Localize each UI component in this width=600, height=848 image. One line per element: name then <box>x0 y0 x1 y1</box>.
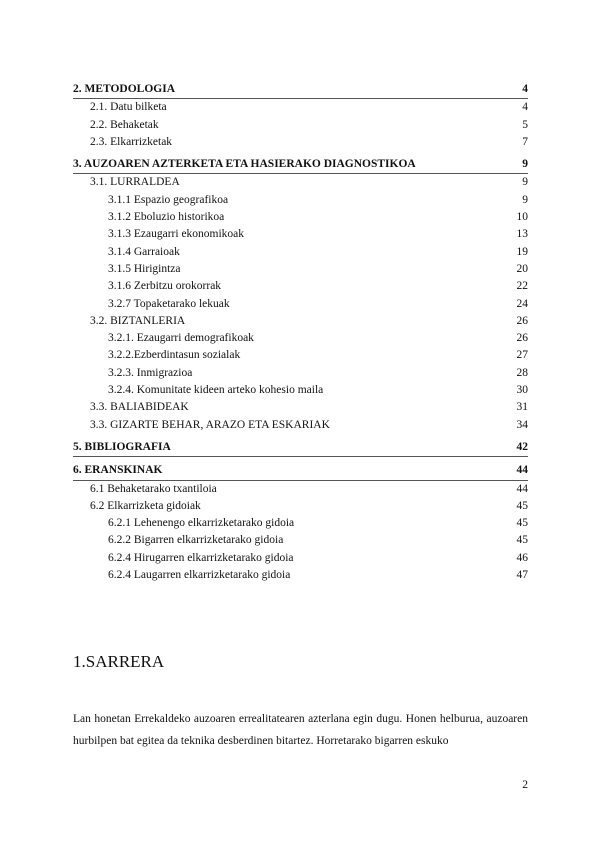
toc-entry-page: 19 <box>516 245 528 258</box>
toc-entry-label: 3.1. LURRALDEA <box>90 176 180 189</box>
toc-entry-label: 2.1. Datu bilketa <box>90 101 167 114</box>
toc-entry[interactable] <box>73 261 528 278</box>
toc-entry[interactable] <box>73 244 528 261</box>
toc-entry-label: 3.2.3. Inmigrazioa <box>108 366 193 379</box>
toc-entry[interactable] <box>73 296 528 313</box>
toc-entry[interactable] <box>73 498 528 515</box>
toc-entry[interactable] <box>73 567 528 584</box>
toc-entry[interactable] <box>73 209 528 226</box>
page-number: 2 <box>522 779 528 791</box>
toc-entry-label: 3.1.3 Ezaugarri ekonomikoak <box>108 228 245 241</box>
toc-entry[interactable] <box>73 81 528 98</box>
toc-entry-label: 2.3. Elkarrizketak <box>90 135 173 148</box>
toc-entry-label: 3.1.4 Garraioak <box>108 245 180 258</box>
toc-entry[interactable] <box>73 278 528 295</box>
toc-entry-label: 3.1.2 Eboluzio historikoa <box>108 211 225 224</box>
toc-entry-page: 22 <box>516 280 528 293</box>
toc-entry[interactable] <box>73 365 528 382</box>
toc-entry-label: 3.1.6 Zerbitzu orokorrak <box>108 280 222 293</box>
toc-entry[interactable] <box>73 330 528 347</box>
toc-entry[interactable] <box>73 550 528 567</box>
toc-entry-page: 44 <box>516 464 528 477</box>
toc-entry-label: 6.2.4 Laugarren elkarrizketarako gidoia <box>108 569 291 582</box>
toc-entry-label: 3.1.1 Espazio geografikoa <box>108 193 229 206</box>
toc-entry-page: 44 <box>516 482 528 495</box>
toc-entry[interactable] <box>73 417 528 434</box>
toc-entry-page: 34 <box>516 418 528 431</box>
toc-entry-label: 3.3. GIZARTE BEHAR, ARAZO ETA ESKARIAK <box>90 418 330 431</box>
toc-entry[interactable] <box>73 439 528 456</box>
toc-entry[interactable] <box>73 382 528 399</box>
toc-entry-page: 45 <box>516 534 528 547</box>
toc-entry[interactable] <box>73 399 528 416</box>
toc-entry[interactable] <box>73 174 528 191</box>
toc-entry-label: 3. AUZOAREN AZTERKETA ETA HASIERAKO DIAGNOSTIKOA <box>73 158 416 171</box>
toc-entry-page: 45 <box>516 499 528 512</box>
table-of-contents <box>73 81 528 584</box>
body-paragraph: Lan honetan Errekaldeko auzoaren errealitatearen azterlana egin dugu. Honen helburua, auzoaren hurbilpen bat egitea da teknika desberdinen bitartez. Horretarako bigarren eskuko <box>73 713 528 747</box>
toc-entry-page: 13 <box>516 228 528 241</box>
toc-entry-label: 3.2. BIZTANLERIA <box>90 314 186 327</box>
toc-entry-page: 31 <box>516 401 528 414</box>
toc-entry-label: 6. ERANSKINAK <box>73 464 163 477</box>
toc-entry-page: 46 <box>516 551 528 564</box>
toc-entry-page: 42 <box>516 440 528 453</box>
toc-entry-label: 6.2.4 Hirugarren elkarrizketarako gidoia <box>108 551 294 564</box>
toc-entry-page: 30 <box>516 384 528 397</box>
toc-entry[interactable] <box>73 462 528 479</box>
toc-entry-label: 3.2.7 Topaketarako lekuak <box>108 297 230 310</box>
toc-entry-label: 6.1 Behaketarako txantiloia <box>90 482 217 495</box>
toc-entry-label: 3.3. BALIABIDEAK <box>90 401 189 414</box>
toc-entry[interactable] <box>73 313 528 330</box>
toc-entry-label: 2.2. Behaketak <box>90 118 159 131</box>
toc-entry-label: 3.2.1. Ezaugarri demografikoak <box>108 332 254 345</box>
toc-entry-page: 27 <box>516 349 528 362</box>
toc-entry[interactable] <box>73 226 528 243</box>
toc-entry-page: 47 <box>516 569 528 582</box>
toc-entry-page: 26 <box>516 314 528 327</box>
toc-entry[interactable] <box>73 99 528 116</box>
toc-entry[interactable] <box>73 156 528 173</box>
toc-entry-page: 9 <box>522 176 528 189</box>
toc-entry[interactable] <box>73 192 528 209</box>
toc-entry-page: 5 <box>522 118 528 131</box>
toc-entry[interactable] <box>73 347 528 364</box>
toc-entry-page: 9 <box>522 158 528 171</box>
toc-entry-page: 4 <box>522 83 528 95</box>
toc-entry-page: 7 <box>522 135 528 148</box>
toc-entry-label: 2. METODOLOGIA <box>73 83 176 95</box>
section-heading: 1.SARRERA <box>73 652 165 671</box>
toc-entry-page: 45 <box>516 517 528 530</box>
toc-entry[interactable] <box>73 134 528 151</box>
toc-entry-label: 3.2.2.Ezberdintasun sozialak <box>108 349 241 362</box>
toc-entry-label: 5. BIBLIOGRAFIA <box>73 440 171 453</box>
toc-entry-page: 10 <box>516 211 528 224</box>
toc-divider <box>73 456 528 457</box>
toc-entry-label: 6.2.1 Lehenengo elkarrizketarako gidoia <box>108 517 295 530</box>
toc-entry-page: 26 <box>516 332 528 345</box>
toc-entry-page: 20 <box>516 262 528 275</box>
toc-entry[interactable] <box>73 532 528 549</box>
toc-entry-label: 3.1.5 Hirigintza <box>108 262 181 275</box>
toc-entry-label: 6.2 Elkarrizketa gidoiak <box>90 499 201 512</box>
toc-entry-label: 3.2.4. Komunitate kideen arteko kohesio maila <box>108 384 324 397</box>
toc-entry[interactable] <box>73 515 528 532</box>
toc-entry[interactable] <box>73 481 528 498</box>
toc-entry-page: 4 <box>522 101 528 114</box>
toc-entry-label: 6.2.2 Bigarren elkarrizketarako gidoia <box>108 534 284 547</box>
toc-entry-page: 24 <box>516 297 528 310</box>
toc-entry-page: 28 <box>516 366 528 379</box>
toc-entry[interactable] <box>73 117 528 134</box>
toc-entry-page: 9 <box>522 193 528 206</box>
